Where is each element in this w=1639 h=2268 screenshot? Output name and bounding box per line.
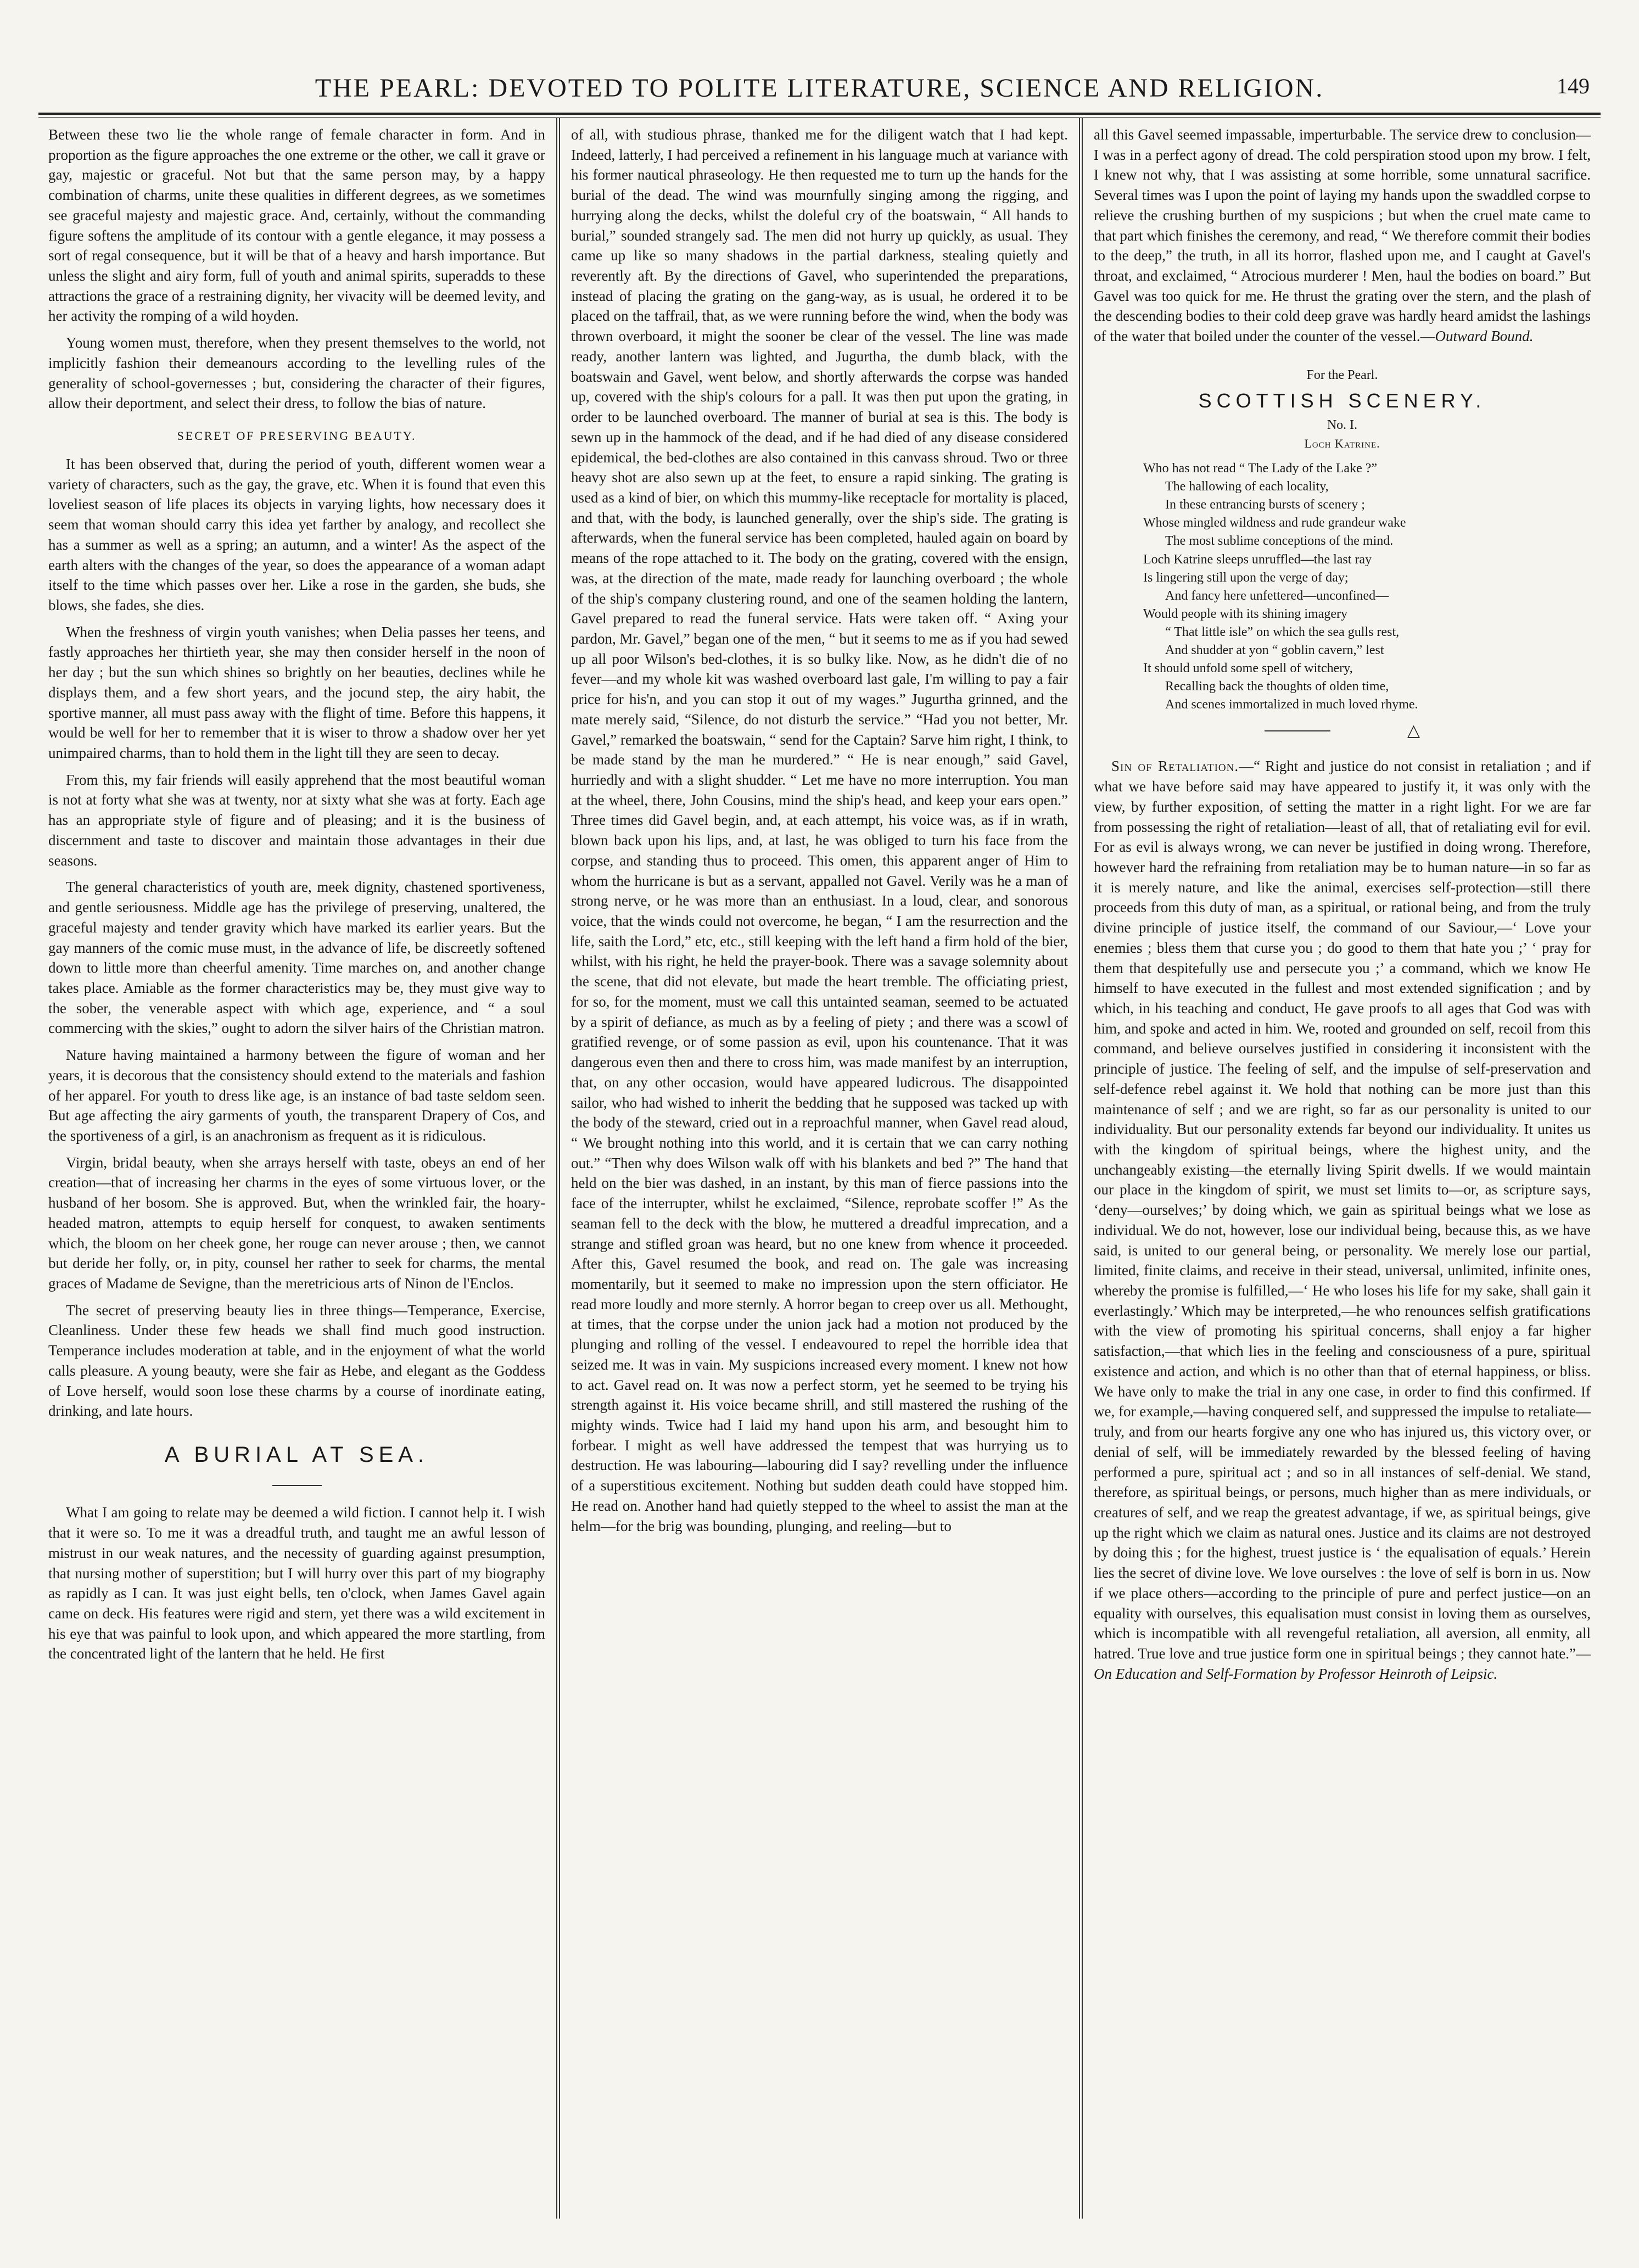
poem xyxy=(1143,460,1591,714)
column-divider xyxy=(1079,118,1083,2219)
paragraph: The secret of preserving beauty lies in three things—Temperance, Exercise, Cleanliness. Under these few heads we shall find much good instruction. Temperance includes moderation at table, and in the enjoyment of what the world calls pleasure. A young beauty, were she fair as Hebe, and elegant as the Goddess of Love herself, would soon lose these charms by a course of inordinate eating, drinking, and late hours. xyxy=(48,1301,545,1420)
paragraph: When the freshness of virgin youth vanishes; when Delia passes her teens, and fastly approaches her thirtieth year, she may then consider herself in the noon of her day ; but the sun which shines so brightly on her beauties, declines while he displays them, and a few short years, and the jocund step, the airy habit, the sportive manner, all must pass away with the flight of time. Before this happens, it would be well for her to remember that it is wiser to throw a shadow over her yet unimpaired charms, than to hold them in the light till they are seen to decay. xyxy=(48,623,545,762)
poem-line: “ That little isle” on which the sea gulls rest, xyxy=(1165,625,1400,639)
paragraph: Between these two lie the whole range of female character in form. And in proportion as the figure approaches the one extreme or the other, we call it grave or gay, majestic or graceful. Not but that the same person may, by a happy combination of charms, unite these qualities in different degrees, as we sometimes see graceful majesty and majestic grace. And, certainly, without the commanding figure softens the amplitude of its contour with a gentle elegance, it may possess a sort of regal consequence, but it will be that of a heavy and harsh importance. But unless the slight and airy form, full of youth and animal spirits, superadds to these attractions the grace of a restraining dignity, her vivacity will be deemed levity, and her activity the romping of a wild hoyden. xyxy=(48,126,545,325)
poem-line: Who has not read “ The Lady of the Lake ?” xyxy=(1143,461,1378,476)
poem-line: And shudder at yon “ goblin cavern,” lest xyxy=(1165,643,1384,658)
paragraph: What I am going to relate may be deemed a wild fiction. I cannot help it. I wish that it were so. To me it was a dreadful truth, and taught me an awful lesson of mistrust in our weak natures, and the necessity of guarding against presumption, that nursing mother of superstition; but I will hurry over this part of my biography as rapidly as I can. It was just eight bells, ten o'clock, when James Gavel again came on deck. His features were rigid and stern, yet there was a wild excitement in his eye that was painful to look upon, and which appeared the more startling, from the concentrated light of the lantern that he held. He first xyxy=(48,1504,545,1662)
column-1 xyxy=(38,118,555,2219)
poem-end xyxy=(1094,720,1591,742)
column-3 xyxy=(1084,118,1601,2219)
journal-title: THE PEARL: DEVOTED TO POLITE LITERATURE, SCIENCE AND RELIGION. xyxy=(315,73,1324,103)
page-number: 149 xyxy=(1557,74,1590,98)
heading-rule xyxy=(272,1485,322,1486)
story-heading: A BURIAL AT SEA. xyxy=(164,1443,429,1467)
paragraph: The general characteristics of youth are, meek dignity, chastened sportiveness, and gentle seriousness. Middle age has the privilege of preserving, unaltered, the graceful majesty and tender gravity which have marked its earlier years. But the gay manners of the comic muse must, in the advance of life, be discreetly softened down to little more than cheerful amenity. Time marches on, and another change takes place. Amiable as the former characteristics may be, they must give way to the sober, the venerable aspect with which age, experience, and “ a soul commercing with the skies,” ought to adorn the silver hairs of the Christian matron. xyxy=(48,879,545,1037)
poem-number: No. I. xyxy=(1327,418,1358,433)
retaliation-source: On Education and Self-Formation by Professor Heinroth of Leipsic. xyxy=(1094,1665,1498,1682)
poem-line: The most sublime conceptions of the mind. xyxy=(1165,534,1394,549)
poem-line: Recalling back the thoughts of olden time, xyxy=(1165,679,1389,694)
poem-subtitle: Loch Katrine. xyxy=(1304,437,1380,451)
poem-title: SCOTTISH SCENERY. xyxy=(1198,389,1486,412)
poem-line: Whose mingled wildness and rude grandeur wake xyxy=(1143,516,1406,530)
paragraph: Virgin, bridal beauty, when she arrays herself with taste, obeys an end of her creation—that of increasing her charms in the eyes of some virtuous lover, or the husband of her bosom. She is approved. But, when the wrinkled fair, the hoary-headed matron, attempts to equip herself for conquest, to awaken sentiments which, the bloom on her cheek gone, her rouge can never arouse ; then, we cannot but deride her folly, or, in pity, counsel her rather to seek for charms, the mental graces of Madame de Sevigne, than the meretricious arts of Ninon de l'Enclos. xyxy=(48,1154,545,1292)
poem-line: Loch Katrine sleeps unruffled—the last ray xyxy=(1143,552,1372,567)
poem-end-rule xyxy=(1265,730,1330,731)
paragraph xyxy=(1094,756,1591,1684)
retaliation-body: —“ Right and justice do not consist in retaliation ; and if what we have before said may have appeared to justify it, it was only with the view, by further exposition, of setting the matter in a right light. For we are far from possessing the right of retaliation—least of all, that of retaliating evil for evil. For as evil is always wrong, we can never be justified in doing wrong. Therefore, however hard the refraining from retaliation may be to human nature—in so far as it is merely nature, and like the animal, exercises self-protection—still there proceeds from this duty of man, as a spiritual, or rational being, and from the truly divine principle of justice itself, the command of our Saviour,—‘ Love your enemies ; bless them that curse you ; do good to them that hate you ;’ ‘ pray for them that despitefully use and persecute you ;’ a command, which we know He himself to have executed in the fullest and most extended signification ; and by which, in his teaching and conduct, He gave proofs to all ages that God was with him, and spoke and acted in him. We, rooted and grounded on self, recoil from this command, and believe ourselves justified in considering it inconsistent with the principle of justice. The feeling of self, and the impulse of self-preservation and self-defence rebel against it. We hold that nothing can be more just than this maintenance of self ; and we are right, so far as our personality is united to our individuality. But our personality extends far beyond our individuality. It unites us with the kingdom of spiritual beings, where the highest unity, and the unchangeably existing—the eternally living Spirit dwells. If we would maintain our place in the kingdom of spirit, we must set limits to—or, as scripture says, ‘deny—ourselves;’ by doing which, we gain as spiritual beings what we lose as individual. We do not, however, lose our individual being, because this, as we have said, is united to our general being, or personality. We merely lose our partial, limited, finite claims, and receive in their stead, universal, unlimited, infinite ones, whereby the promise is fulfilled,—‘ He who loses his life for my sake, shall gain it everlastingly.’ Which may be interpreted,—he who renounces selfish gratifications with the view of promoting his spiritual concerns, shall enjoy a far higher satisfaction,—that which lies in the feeling and consciousness of a pure, spiritual existence and action, and which is no other than that of eternal happiness, or bliss. We have only to make the trial in any one case, in order to find this confirmed. If we, for example,—having conquered self, and suppressed the impulse to retaliate—truly, and from our hearts forgive any one who has injured us, this victory over, or denial of self, will be immediately rewarded by the blessed feeling of having performed a pure, spiritual act ; and so in all instances of self-denial. We stand, therefore, as spiritual beings, or persons, much higher than as mere individuals, or creatures of self, and we reap the greatest advantage, if we, as spiritual beings, give up the right which we claim as natural ones. Justice and its claims are not destroyed by doing this ; for the highest, truest justice is ‘ the equalisation of equals.’ Herein lies the secret of divine love. We love ourselves : the love of self is born in us. Now if we place others—according to the principle of pure and perfect justice—on an equality with ourselves, this equalisation must consist in loving them as ourselves, which is incompatible with all revengeful retaliation, all aversion, all enmity, all hatred. True love and true justice form one in spiritual beings ; they cannot hate.”— xyxy=(1094,758,1591,1662)
paragraph: Young women must, therefore, when they present themselves to the world, not implicitly fashion their demeanours according to the levelling rules of the generality of school-governesses ; but, considering the character of their figures, allow their deportment, and select their dress, to follow the bias of nature. xyxy=(48,334,545,412)
column-divider xyxy=(556,118,560,2219)
paragraph: Nature having maintained a harmony between the figure of woman and her years, it is decorous that the consistency should extend to the materials and fashion of her apparel. For youth to dress like age, is an instance of bad taste seldom seen. But age affecting the airy garments of youth, the transparent Drapery of Cos, and the sportiveness of a girl, is an anachronism as frequent as it is ridiculous. xyxy=(48,1047,545,1144)
poem-line: The hallowing of each locality, xyxy=(1165,479,1329,494)
poem-intro: For the Pearl. xyxy=(1306,367,1378,382)
poem-line: In these entrancing bursts of scenery ; xyxy=(1165,498,1365,512)
page-header xyxy=(38,63,1601,113)
story-end-text: all this Gavel seemed impassable, imperturbable. The service drew to conclusion—I was in a perfect agony of dread. The cold perspiration stood upon my brow. I felt, I knew not why, that I was assisting at some horrible, some unnatural sacrifice. Several times was I upon the point of laying my hands upon the swaddled corpse to relieve the crushing burthen of my suspicions ; but when the cruel mate came to that part which finishes the ceremony, and read, “ We therefore commit their bodies to the deep,” the truth, in all its horror, flashed upon me, and I caught at Gavel's throat, and exclaimed, “ Atrocious murderer ! Men, haul the bodies on board.” But Gavel was too quick for me. He thrust the grating over the stern, and the plash of the descending bodies to their cold deep grave was hardly heard amidst the lashings of the water that boiled under the counter of the vessel.— xyxy=(1094,126,1591,345)
poem-line: It should unfold some spell of witchery, xyxy=(1143,661,1353,676)
paragraph: It has been observed that, during the period of youth, different women wear a variety of characters, such as the gay, the grave, etc. When it is found that even this loveliest season of life places its objects in varying lights, how necessary does it seem that woman should carry this idea yet farther by analogy, and recollect she has a summer as well as a spring; an autumn, and a winter! As the aspect of the earth alters with the changes of the year, so does the appearance of a woman adapt itself to the time which passes over her. Like a rose in the garden, she buds, she blows, she fades, she dies. xyxy=(48,455,545,613)
paragraph: From this, my fair friends will easily apprehend that the most beautiful woman is not at forty what she was at twenty, nor at sixty what she was at forty. Each age has an appropriate style of figure and of pleasing; and it is the business of discernment and taste to discover and maintain those advantages in their due seasons. xyxy=(48,771,545,869)
poem-line: And fancy here unfettered—unconfined— xyxy=(1165,588,1389,603)
poem-line: Is lingering still upon the verge of day; xyxy=(1143,570,1349,585)
story-source: Outward Bound. xyxy=(1435,328,1534,345)
paragraph xyxy=(1094,125,1591,347)
column-2 xyxy=(561,118,1078,2219)
header-rule xyxy=(38,113,1601,118)
poem-line: Would people with its shining imagery xyxy=(1143,606,1348,621)
section-heading: SECRET OF PRESERVING BEAUTY. xyxy=(177,429,417,443)
page-columns xyxy=(38,118,1601,2219)
poem-line: And scenes immortalized in much loved rhyme. xyxy=(1165,697,1418,712)
triangle-mark-icon: △ xyxy=(1407,721,1420,740)
retaliation-lead: Sin of Retaliation. xyxy=(1111,758,1239,775)
paragraph: of all, with studious phrase, thanked me for the diligent watch that I had kept. Indeed, latterly, I had perceived a refinement in his language much at variance with his former nautical phraseology. He then requested me to turn up the hands for the burial of the dead. The wind was mournfully singing among the rigging, and hurrying along the decks, whilst the doleful cry of the boatswain, “ All hands to burial,” sounded strangely sad. The men did not hurry up quickly, as usual. They came up like so many shadows in the partial darkness, stealing quietly and reverently aft. By the directions of Gavel, who superintended the preparations, instead of placing the grating on the gang-way, as is usual, he ordered it to be placed on the taffrail, that, as we were running before the wind, when the body was thrown overboard, it might the sooner be clear of the vessel. The line was made ready, another lantern was lighted, and Jugurtha, the dumb black, with the boatswain and Gavel, went below, and shortly afterwards the corpse was handed up, covered with the ship's colours for a pall. It was then put upon the grating, in order to be launched overboard. The manner of burial at sea is this. The body is sewn up in the hammock of the dead, and if he had died of any disease considered epidemical, the bed-clothes are also contained in this canvass shroud. Two or three heavy shot are also sewn up at the feet, to ensure a rapid sinking. The grating is used as a kind of bier, on which this mummy-like receptacle for mortality is placed, and that, with the body, is launched generally, over the ship's side. The grating is afterwards, when the funeral service has been completed, hauled again on board by means of the rope attached to it. The body on the grating, covered with the ensign, was, at the direction of the mate, made ready for launching overboard ; the whole of the ship's company clustering round, and one of the seamen holding the lantern, Gavel prepared to read the funeral service. Hats were taken off. “ Axing your pardon, Mr. Gavel,” began one of the men, “ but it seems to me as if you had sewed up all poor Wilson's bed-clothes, it is so bulky like. Now, as he didn't die of no fever—and my whole kit was washed overboard last gale, I'm willing to pay a fair price for his'n, and you can stop it out of my wages.” Jugurtha grinned, and the mate merely said, “Silence, do not disturb the service.” “Had you not better, Mr. Gavel,” remarked the boatswain, “ send for the Captain? Sarve him right, I think, to be made stand by the man he murdered.” “ He is near enough,” said Gavel, hurriedly and with a slight shudder. “ Let me have no more interruption. You man at the wheel, there, John Cousins, mind the ship's head, and keep your ears open.” Three times did Gavel begin, and, at each attempt, his voice was, as if in wrath, blown back upon his lips, and, at last, he was obliged to turn his face from the corpse, and standing thus to proceed. This omen, this apparent anger of Him to whom the hurricane is but as a servant, appalled not Gavel. Verily was he a man of strong nerve, or he was more than an enthusiast. In a loud, clear, and sonorous voice, that the winds could not overcome, he began, “ I am the resurrection and the life, saith the Lord,” etc, etc., still keeping with the left hand a firm hold of the bier, whilst, with his right, he held the prayer-book. There was a savage solemnity about the scene, that did not elevate, but made the heart tremble. The officiating priest, for so, for the moment, must we call this untainted seaman, seemed to be actuated by a spirit of defiance, as much as by a feeling of piety ; and there was a scowl of gratified revenge, or of some passion as evil, upon his countenance. That it was dangerous even then and there to cross him, was made manifest by an interruption, that, on any other occasion, would have appeared ludicrous. The disappointed sailor, who had wished to inherit the bedding that he supposed was tacked up with the body of the steward, cried out in a reproachful manner, when Gavel read aloud, “ We brought nothing into this world, and it is certain that we can carry nothing out.” “Then why does Wilson walk off with his blankets and bed ?” The hand that held on the bier was dashed, in an instant, by this man of fierce passions into the face of the interrupter, whilst he exclaimed, “Silence, reprobate scoffer !” As the seaman fell to the deck with the blow, he muttered a dreadful imprecation, and a strange and stifled groan was heard, but no one knew from whence it proceeded. After this, Gavel resumed the book, and read on. The gale was increasing momentarily, but it seemed to make no impression upon the stern officiator. He read more loudly and more sternly. A horror began to creep over us all. Methought, at times, that the corpse under the union jack had a motion not produced by the plunging and rolling of the vessel. I endeavoured to repel the horrible idea that seized me. It was in vain. My suspicions increased every moment. I knew not how to act. Gavel read on. It was now a perfect storm, yet he seemed to be trying his strength against it. His voice became shrill, and still mastered the rushing of the mighty winds. Twice had I laid my hand upon his arm, and besought him to forbear. I might as well have addressed the tempest that was hurrying us to destruction. He was labouring—labouring did I say? revelling under the influence of a superstitious excitement. Nothing but sudden death could have stopped him. He read on. Another hand had quietly stepped to the wheel to assist the man at the helm—for the brig was bounding, plunging, and reeling—but to xyxy=(571,126,1068,1534)
